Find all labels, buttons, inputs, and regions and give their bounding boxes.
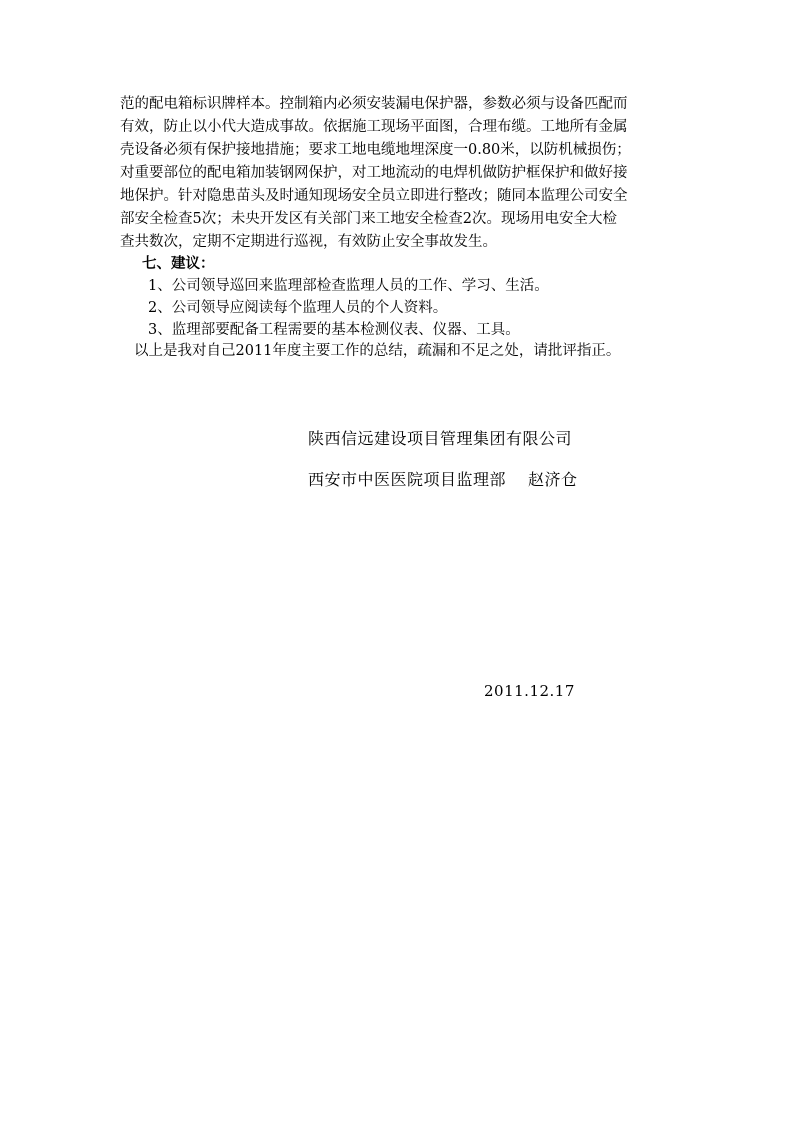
body-line: 查共数次，定期不定期进行巡视，有效防止安全事故发生。 [120,234,497,250]
body-line: 范的配电箱标识牌样本。控制箱内必须安装漏电保护器，参数必须与设备匹配而 [120,96,628,112]
body-line: 地保护。针对隐患苗头及时通知现场安全员立即进行整改；随同本监理公司安全 [120,188,628,204]
signature-department-line [308,469,578,491]
body-line: 对重要部位的配电箱加装钢网保护，对工地流动的电焊机做防护框保护和做好接 [120,165,628,181]
suggestion-item: 3、监理部要配备工程需要的基本检测仪表、仪器、工具。 [148,322,520,338]
signature-company: 陕西信远建设项目管理集团有限公司 [308,429,573,448]
suggestion-item: 1、公司领导巡回来监理部检查监理人员的工作、学习、生活。 [148,278,549,294]
suggestion-item: 2、公司领导应阅读每个监理人员的个人资料。 [148,300,448,316]
body-line: 壳设备必须有保护接地措施；要求工地电缆地埋深度一0.80米，以防机械损伤； [120,142,631,158]
body-line: 部安全检查5次；未央开发区有关部门来工地安全检查2次。现场用电安全大检 [120,211,617,227]
signature-name: 赵济仓 [528,470,578,489]
closing-statement: 以上是我对自己2011年度主要工作的总结，疏漏和不足之处，请批评指正。 [134,343,621,359]
body-line: 有效，防止以小代大造成事故。依据施工现场平面图，合理布缆。工地所有金属 [120,119,628,135]
signature-department: 西安市中医医院项目监理部 [308,470,507,489]
section-heading: 七、建议： [142,255,215,272]
document-date: 2011.12.17 [484,682,575,700]
